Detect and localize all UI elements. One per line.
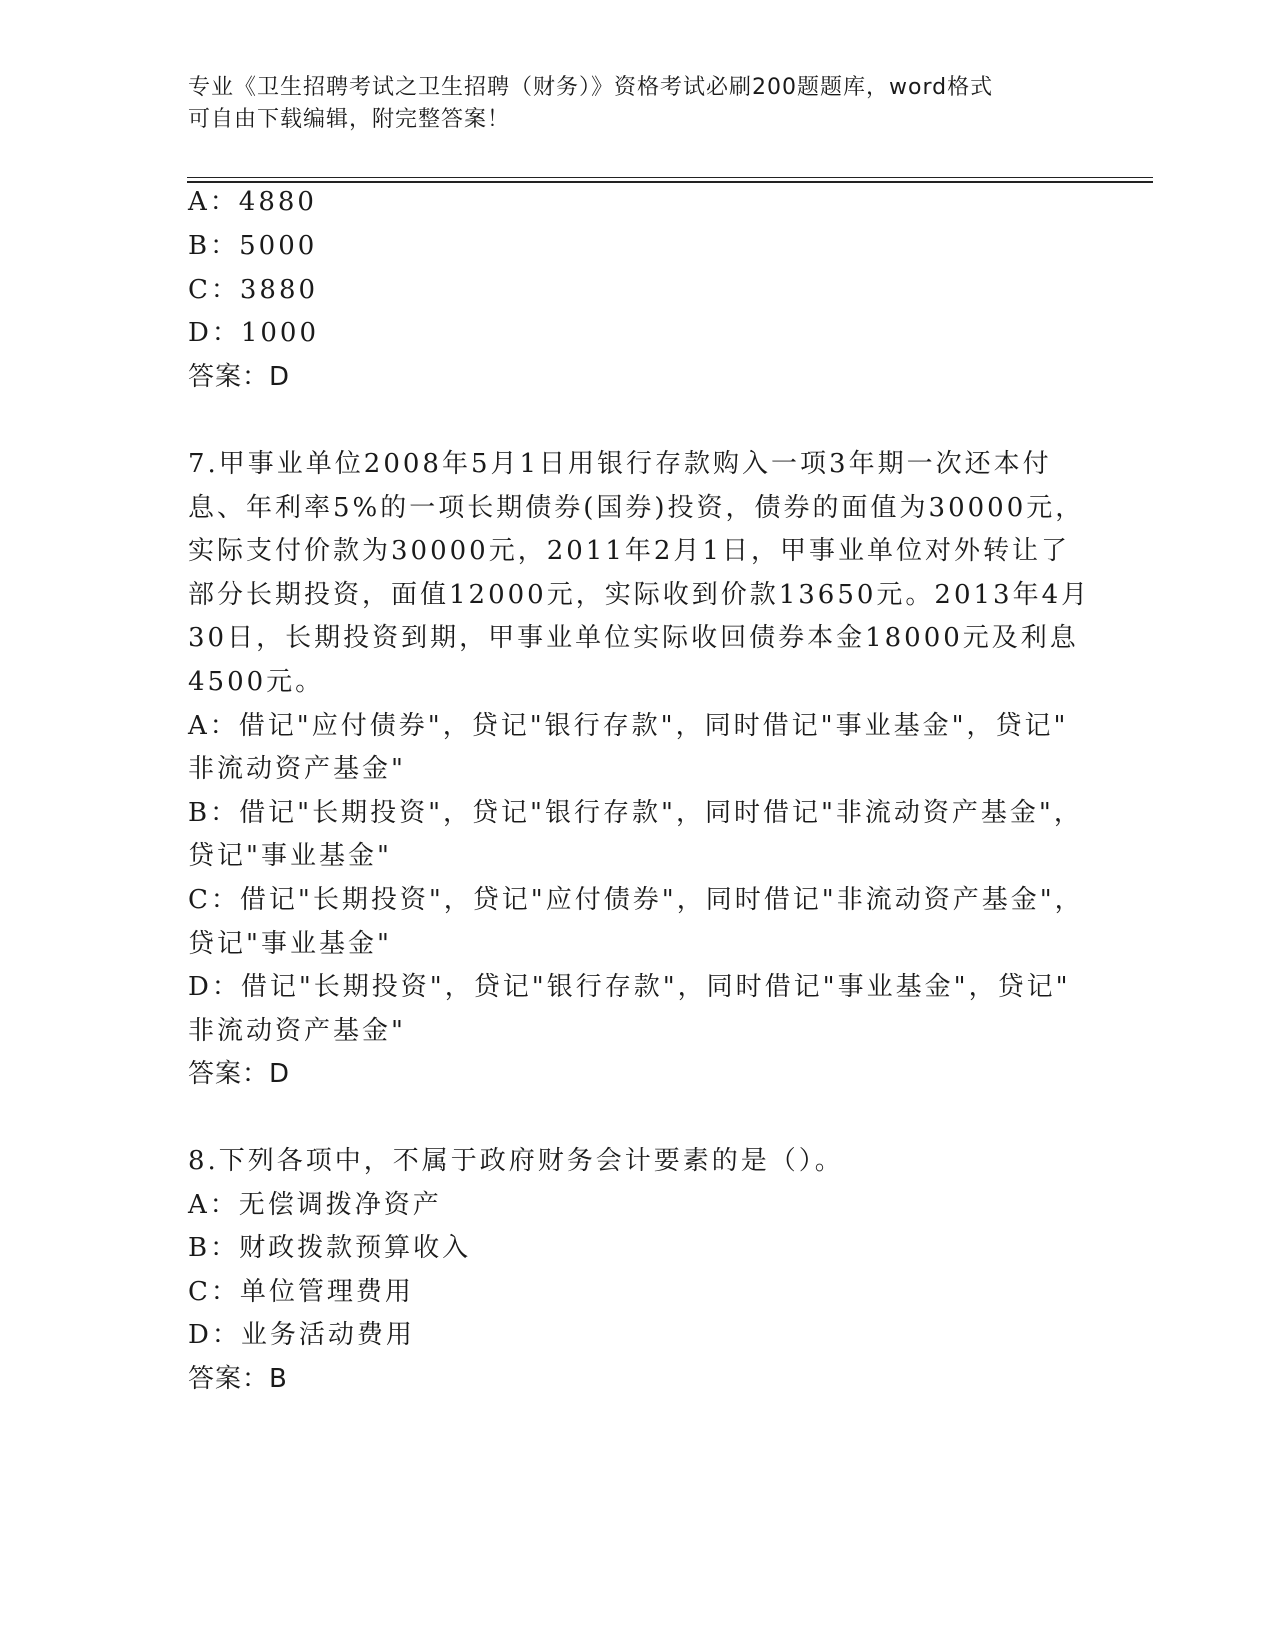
q6-answer: 答案：D <box>188 362 291 392</box>
q6-option-b: B：5000 <box>188 231 318 261</box>
q7-stem-line-5: 30日，长期投资到期，甲事业单位实际收回债券本金18000元及利息 <box>188 623 1079 653</box>
header-divider-thin <box>187 177 1153 178</box>
q7-option-a-line-1: A：借记"应付债券"，贷记"银行存款"，同时借记"事业基金"，贷记" <box>188 711 1069 741</box>
q7-option-b-line-1: B：借记"长期投资"，贷记"银行存款"，同时借记"非流动资产基金"， <box>188 798 1083 828</box>
q7-option-b-line-2: 贷记"事业基金" <box>188 841 392 871</box>
q7-answer: 答案：D <box>188 1059 291 1089</box>
q7-option-c-line-1: C：借记"长期投资"，贷记"应付债券"，同时借记"非流动资产基金"， <box>188 885 1084 915</box>
q6-option-d: D：1000 <box>188 318 320 348</box>
q7-stem-line-4: 部分长期投资，面值12000元，实际收到价款13650元。2013年4月 <box>188 580 1091 610</box>
document-header <box>188 72 1088 136</box>
q8-option-a: A：无偿调拨净资产 <box>188 1190 442 1220</box>
q7-stem-line-1: 7.甲事业单位2008年5月1日用银行存款购入一项3年期一次还本付 <box>188 449 1052 479</box>
q7-stem-line-2: 息、年利率5%的一项长期债券(国券)投资，债券的面值为30000元， <box>188 493 1085 523</box>
q8-option-b: B：财政拨款预算收入 <box>188 1233 472 1263</box>
q7-option-a-line-2: 非流动资产基金" <box>188 754 406 784</box>
q6-option-a: A：4880 <box>188 187 317 217</box>
q7-stem-line-3: 实际支付价款为30000元，2011年2月1日，甲事业单位对外转让了 <box>188 536 1070 566</box>
q6-option-c: C：3880 <box>188 275 319 305</box>
q8-option-d: D：业务活动费用 <box>188 1320 415 1350</box>
header-divider-thick <box>187 181 1153 183</box>
header-line-2: 可自由下载编辑，附完整答案！ <box>188 107 511 132</box>
q7-stem-line-6: 4500元。 <box>188 667 325 697</box>
q8-answer: 答案：B <box>188 1364 288 1394</box>
q8-stem: 8.下列各项中，不属于政府财务会计要素的是（）。 <box>188 1146 844 1176</box>
q7-option-d-line-1: D：借记"长期投资"，贷记"银行存款"，同时借记"事业基金"，贷记" <box>188 972 1071 1002</box>
header-line-1: 专业《卫生招聘考试之卫生招聘（财务）》资格考试必刷200题题库，word格式 <box>188 75 994 100</box>
q8-option-c: C：单位管理费用 <box>188 1277 414 1307</box>
q7-option-c-line-2: 贷记"事业基金" <box>188 929 392 959</box>
q7-option-d-line-2: 非流动资产基金" <box>188 1016 406 1046</box>
